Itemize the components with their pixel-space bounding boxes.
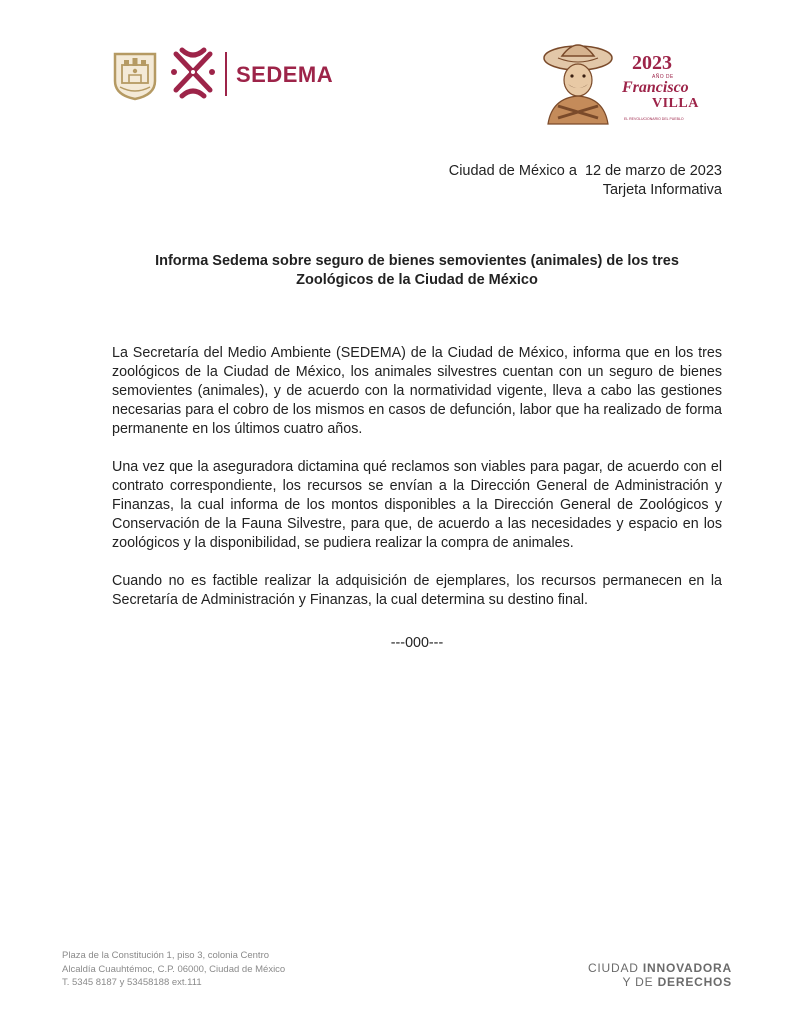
slogan-part-b: INNOVADORA: [642, 961, 732, 975]
villa-surname-text: VILLA: [652, 96, 699, 111]
footer-slogan: [588, 961, 732, 989]
slogan-part-c: Y DE: [622, 975, 658, 989]
footer-address: [62, 949, 285, 990]
address-line-3: T. 5345 8187 y 53458188 ext.111: [62, 977, 202, 988]
francisco-villa-2023-logo: [528, 36, 708, 126]
place-date: Ciudad de México a 12 de marzo de 2023: [448, 163, 722, 179]
sedema-emblem-logo: [168, 46, 218, 102]
address-line-2: Alcaldía Cuauhtémoc, C.P. 06000, Ciudad de México: [62, 963, 286, 975]
body-paragraph-2: Una vez que la aseguradora dictamina qué reclamos son viables para pagar, de acuerdo con el contrato correspondiente, los recursos se envían a la Dirección General de Administración y Finanzas, la cual informa de los montos disponibles a la Dirección General de Zoológicos y Conservación de la Fauna Silvestre, para que, de acuerdo a las necesidades y espacio en los zoológicos y la disponibilidad, se pudiera realizar la compra de animales.: [112, 459, 722, 551]
body-paragraph-3: Cuando no es factible realizar la adquisición de ejemplares, los recursos permanecen en la Secretaría de Administración y Finanzas, la cual determina su destino final.: [112, 573, 722, 608]
villa-name-text: Francisco: [622, 79, 689, 96]
title-line-1: Informa Sedema sobre seguro de bienes semovientes (animales) de los tres: [155, 253, 679, 269]
slogan-part-d: DERECHOS: [657, 975, 732, 989]
villa-year-text: 2023: [632, 52, 672, 74]
villa-motto-text: EL REVOLUCIONARIO DEL PUEBLO: [624, 117, 684, 121]
cdmx-shield-logo: [112, 51, 158, 101]
address-line-1: Plaza de la Constitución 1, piso 3, colonia Centro: [62, 950, 270, 961]
document-type: Tarjeta Informativa: [602, 182, 722, 198]
closing-mark: ---000---: [390, 635, 444, 651]
villa-anos-label: AÑO DE: [652, 74, 674, 80]
date-block: [449, 162, 722, 200]
villa-portrait-icon: [528, 36, 628, 126]
title-line-2: Zoológicos de la Ciudad de México: [296, 272, 538, 288]
document-body: [112, 344, 722, 629]
body-paragraph-1: La Secretaría del Medio Ambiente (SEDEMA) de la Ciudad de México, informa que en los tres zoológicos de la Ciudad de México, los animales silvestres cuentan con un seguro de bienes semovientes (animales), y de acuerdo con la normatividad vigente, lleva a cabo las gestiones necesarias para el cobro de los mismos en casos de defunción, labor que ha realizado de forma permanente en los últimos cuatro años.: [112, 345, 722, 437]
document-title: [112, 252, 722, 290]
slogan-part-a: CIUDAD: [587, 961, 643, 975]
logo-divider: [225, 52, 227, 96]
sedema-wordmark: SEDEMA: [236, 62, 334, 87]
